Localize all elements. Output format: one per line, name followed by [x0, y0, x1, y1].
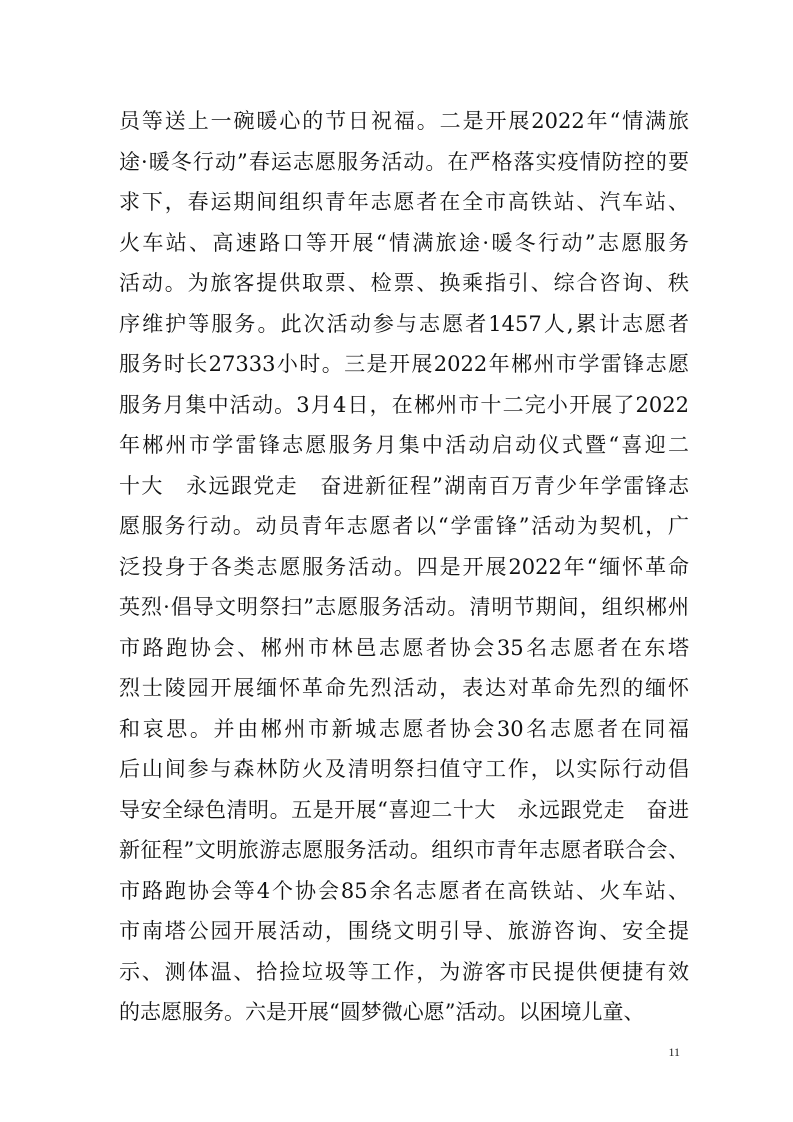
text-line: 十大 永远跟党走 奋进新征程”湖南百万青少年学雷锋志: [119, 473, 689, 498]
text-line: 年郴州市学雷锋志愿服务月集中活动启动仪式暨“喜迎二: [119, 433, 689, 457]
text-line: 后山间参与森林防火及清明祭扫值守工作，以实际行动倡: [119, 757, 689, 781]
text-line: 求下，春运期间组织青年志愿者在全市高铁站、汽车站、: [119, 190, 689, 214]
text-line: 示、测体温、拾捡垃圾等工作，为游客市民提供便捷有效: [119, 959, 689, 984]
text-line: 导安全绿色清明。五是开展“喜迎二十大 永远跟党走 奋进: [119, 797, 689, 822]
text-line: 烈士陵园开展缅怀革命先烈活动，表达对革命先烈的缅怀: [119, 676, 689, 700]
text-line: 活动。为旅客提供取票、检票、换乘指引、综合咨询、秩: [119, 271, 689, 295]
text-line: 火车站、高速路口等开展“情满旅途·暖冬行动”志愿服务: [119, 230, 689, 255]
page-number: 11: [668, 1045, 680, 1059]
text-line: 市路跑协会、郴州市林邑志愿者协会35名志愿者在东塔: [119, 635, 689, 660]
body-text: [119, 101, 689, 1033]
text-line: 的志愿服务。六是开展“圆梦微心愿”活动。以困境儿童、: [119, 1000, 645, 1024]
text-line: 服务月集中活动。3月4日，在郴州市十二完小开展了2022: [119, 392, 689, 417]
text-line: 序维护等服务。此次活动参与志愿者1457人,累计志愿者: [119, 311, 689, 336]
text-line: 市路跑协会等4个协会85余名志愿者在高铁站、火车站、: [119, 878, 689, 903]
text-line: 泛投身于各类志愿服务活动。四是开展2022年“缅怀革命: [119, 554, 689, 579]
text-line: 员等送上一碗暖心的节日祝福。二是开展2022年“情满旅: [119, 109, 689, 133]
text-line: 愿服务行动。动员青年志愿者以“学雷锋”活动为契机，广: [119, 514, 689, 538]
text-line: 英烈·倡导文明祭扫”志愿服务活动。清明节期间，组织郴州: [119, 595, 689, 619]
text-line: 服务时长27333小时。三是开展2022年郴州市学雷锋志愿: [119, 352, 689, 376]
text-line: 和哀思。并由郴州市新城志愿者协会30名志愿者在同福: [119, 716, 689, 741]
text-line: 途·暖冬行动”春运志愿服务活动。在严格落实疫情防控的要: [119, 149, 689, 174]
text-line: 新征程”文明旅游志愿服务活动。组织市青年志愿者联合会、: [119, 838, 689, 862]
text-line: 市南塔公园开展活动，围绕文明引导、旅游咨询、安全提: [119, 919, 689, 943]
